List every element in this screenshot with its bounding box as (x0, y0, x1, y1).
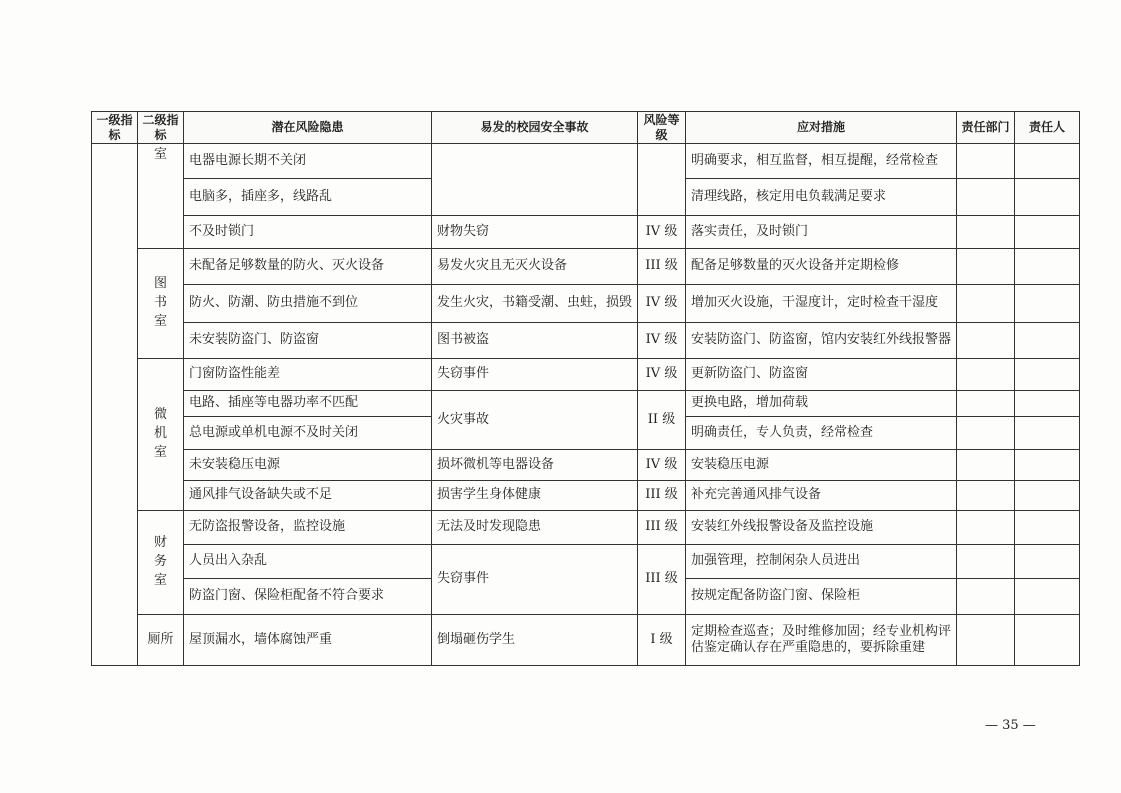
table-row (92, 545, 1080, 579)
department-cell (957, 249, 1015, 285)
accident-cell: 损害学生身体健康 (432, 481, 638, 511)
accident-cell: 火灾事故 (432, 391, 638, 450)
risk-cell: 电路、插座等电器功率不匹配 (184, 391, 432, 417)
level-cell: III 级 (638, 481, 686, 511)
measure-cell: 加强管理，控制闲杂人员进出 (686, 545, 957, 579)
risk-cell: 未安装稳压电源 (184, 450, 432, 481)
department-cell (957, 216, 1015, 249)
person-cell (1015, 511, 1080, 545)
department-cell (957, 179, 1015, 216)
table-row (92, 359, 1080, 391)
table-row (92, 481, 1080, 511)
department-cell (957, 545, 1015, 579)
measure-cell: 落实责任，及时锁门 (686, 216, 957, 249)
department-cell (957, 450, 1015, 481)
department-cell (957, 579, 1015, 615)
level1-cell (92, 144, 138, 666)
table-row (92, 450, 1080, 481)
measure-cell: 清理线路，核定用电负载满足要求 (686, 179, 957, 216)
table-row (92, 285, 1080, 323)
level-cell: IV 级 (638, 323, 686, 359)
department-cell (957, 144, 1015, 179)
level-cell: II 级 (638, 391, 686, 450)
header-risk: 潜在风险隐患 (184, 112, 432, 144)
measure-cell: 按规定配备防盗门窗、保险柜 (686, 579, 957, 615)
risk-cell: 电脑多，插座多，线路乱 (184, 179, 432, 216)
page-number: — 35 — (985, 718, 1036, 733)
risk-cell: 总电源或单机电源不及时关闭 (184, 417, 432, 450)
risk-cell: 未安装防盗门、防盗窗 (184, 323, 432, 359)
person-cell (1015, 285, 1080, 323)
measure-cell: 定期检查巡查；及时维修加固；经专业机构评估鉴定确认存在严重隐患的，要拆除重建 (686, 615, 957, 666)
person-cell (1015, 359, 1080, 391)
table-header-row (92, 112, 1080, 144)
person-cell (1015, 249, 1080, 285)
level-cell: IV 级 (638, 216, 686, 249)
table-row (92, 216, 1080, 249)
level-cell: III 级 (638, 511, 686, 545)
table-row (92, 391, 1080, 417)
department-cell (957, 511, 1015, 545)
level-cell (638, 144, 686, 216)
measure-cell: 明确要求，相互监督，相互提醒，经常检查 (686, 144, 957, 179)
risk-cell: 人员出入杂乱 (184, 545, 432, 579)
measure-cell: 明确责任，专人负责，经常检查 (686, 417, 957, 450)
risk-cell: 不及时锁门 (184, 216, 432, 249)
level2-toilet: 厕所 (138, 615, 184, 666)
level-cell: III 级 (638, 249, 686, 285)
level2-computer-room: 微机室 (138, 359, 184, 511)
department-cell (957, 323, 1015, 359)
table-row (92, 144, 1080, 179)
person-cell (1015, 216, 1080, 249)
measure-cell: 配备足够数量的灭火设备并定期检修 (686, 249, 957, 285)
header-risk-level: 风险等级 (638, 112, 686, 144)
level-cell: I 级 (638, 615, 686, 666)
level2-library: 图书室 (138, 249, 184, 359)
risk-cell: 电器电源长期不关闭 (184, 144, 432, 179)
accident-cell: 财物失窃 (432, 216, 638, 249)
risk-cell: 防盗门窗、保险柜配备不符合要求 (184, 579, 432, 615)
accident-cell: 无法及时发现隐患 (432, 511, 638, 545)
person-cell (1015, 481, 1080, 511)
measure-cell: 安装防盗门、防盗窗，馆内安装红外线报警器 (686, 323, 957, 359)
risk-cell: 门窗防盗性能差 (184, 359, 432, 391)
person-cell (1015, 545, 1080, 579)
department-cell (957, 481, 1015, 511)
level2-office-tail: 室 (138, 144, 184, 249)
table-row (92, 323, 1080, 359)
department-cell (957, 615, 1015, 666)
department-cell (957, 285, 1015, 323)
header-accident: 易发的校园安全事故 (432, 112, 638, 144)
level2-finance-office: 财务室 (138, 511, 184, 615)
risk-assessment-table (91, 111, 1080, 666)
measure-cell: 安装红外线报警设备及监控设施 (686, 511, 957, 545)
level-cell: IV 级 (638, 359, 686, 391)
header-measure: 应对措施 (686, 112, 957, 144)
accident-cell: 图书被盗 (432, 323, 638, 359)
person-cell (1015, 417, 1080, 450)
person-cell (1015, 144, 1080, 179)
risk-cell: 通风排气设备缺失或不足 (184, 481, 432, 511)
person-cell (1015, 579, 1080, 615)
department-cell (957, 417, 1015, 450)
accident-cell: 发生火灾，书籍受潮、虫蛀，损毁 (432, 285, 638, 323)
measure-cell: 安装稳压电源 (686, 450, 957, 481)
person-cell (1015, 615, 1080, 666)
header-level1: 一级指标 (92, 112, 138, 144)
risk-cell: 无防盗报警设备，监控设施 (184, 511, 432, 545)
accident-cell: 失窃事件 (432, 545, 638, 615)
header-person: 责任人 (1015, 112, 1080, 144)
measure-cell: 补充完善通风排气设备 (686, 481, 957, 511)
level-cell: III 级 (638, 545, 686, 615)
person-cell (1015, 391, 1080, 417)
measure-cell: 更新防盗门、防盗窗 (686, 359, 957, 391)
risk-cell: 防火、防潮、防虫措施不到位 (184, 285, 432, 323)
person-cell (1015, 179, 1080, 216)
table-row (92, 511, 1080, 545)
header-level2: 二级指标 (138, 112, 184, 144)
accident-cell: 损坏微机等电器设备 (432, 450, 638, 481)
level-cell: IV 级 (638, 285, 686, 323)
measure-cell: 增加灭火设施，干湿度计，定时检查干湿度 (686, 285, 957, 323)
table-row (92, 615, 1080, 666)
accident-cell: 易发火灾且无灭火设备 (432, 249, 638, 285)
measure-cell: 更换电路，增加荷载 (686, 391, 957, 417)
risk-cell: 屋顶漏水，墙体腐蚀严重 (184, 615, 432, 666)
accident-cell (432, 144, 638, 216)
risk-cell: 未配备足够数量的防火、灭火设备 (184, 249, 432, 285)
accident-cell: 倒塌砸伤学生 (432, 615, 638, 666)
person-cell (1015, 450, 1080, 481)
level-cell: IV 级 (638, 450, 686, 481)
accident-cell: 失窃事件 (432, 359, 638, 391)
person-cell (1015, 323, 1080, 359)
header-department: 责任部门 (957, 112, 1015, 144)
department-cell (957, 359, 1015, 391)
table-row (92, 249, 1080, 285)
department-cell (957, 391, 1015, 417)
